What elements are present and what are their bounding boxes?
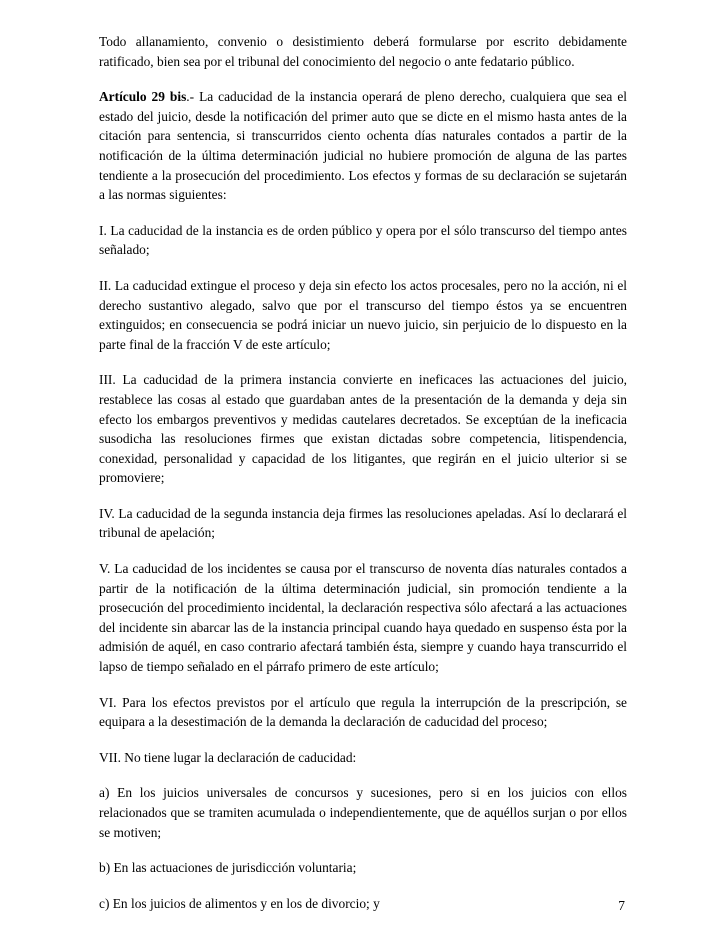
paragraph-text: VII. No tiene lugar la declaración de caducidad: (99, 749, 357, 765)
document-page (99, 32, 627, 929)
paragraph-item-b (99, 858, 627, 878)
page-number: 7 (618, 898, 625, 913)
paragraph-item-a (99, 783, 627, 842)
paragraph-text: III. La caducidad de la primera instancia convierte en ineficaces las actuaciones del juicio, restablece las cosas al estado que guardaban antes de la presentación de la demanda y deja sin efecto los embargos preventivos y medidas cautelares decretados. Se exceptúan de la ineficacia susodicha las resoluciones firmes que existan dictadas sobre competencia, litispendencia, conexidad, personalidad y capacidad de los litigantes, que regirán en el juicio ulterior si se promoviere; (99, 372, 627, 486)
paragraph-article-29-bis (99, 87, 627, 205)
paragraph-text: b) En las actuaciones de jurisdicción voluntaria; (99, 860, 357, 876)
paragraph-intro (99, 32, 627, 71)
paragraph-text: a) En los juicios universales de concursos y sucesiones, pero si en los juicios con ellos relacionados que se tramiten acumulada o independientemente, que de aquéllos surjan o por ellos se motiven; (99, 785, 627, 840)
paragraph-fraction-v (99, 559, 627, 677)
paragraph-text: .- La caducidad de la instancia operará de pleno derecho, cualquiera que sea el estado del juicio, desde la notificación del primer auto que se dicte en el mismo hasta antes de la citación para sentencia, si transcurridos ciento ochenta días naturales contados a partir de la notificación de la última determinación judicial no hubiere promoción de alguna de las partes tendiente a la prosecución del procedimiento. Los efectos y formas de su declaración se sujetarán a las normas siguientes: (99, 89, 627, 203)
paragraph-item-c (99, 894, 627, 914)
paragraph-text: I. La caducidad de la instancia es de orden público y opera por el sólo transcurso del tiempo antes señalado; (99, 222, 627, 258)
paragraph-text: c) En los juicios de alimentos y en los de divorcio; y (99, 895, 380, 911)
paragraph-text: V. La caducidad de los incidentes se causa por el transcurso de noventa días naturales contados a partir de la notificación de la última determinación judicial, sin promoción tendiente a la prosecución del procedimiento incidental, la declaración respectiva sólo afectará a las actuaciones del incidente sin abarcar las de la instancia principal cuando haya quedado en suspenso ésta por la admisión de aquél, en caso contrario afectará también ésta, siempre y cuando haya transcurrido el lapso de tiempo señalado en el párrafo primero de este artículo; (99, 561, 627, 675)
paragraph-fraction-i (99, 221, 627, 260)
paragraph-fraction-vii (99, 748, 627, 768)
paragraph-text: II. La caducidad extingue el proceso y deja sin efecto los actos procesales, pero no la acción, ni el derecho sustantivo alegado, salvo que por el transcurso del tiempo éstos ya se encuentren extinguidos; en consecuencia se podrá iniciar un nuevo juicio, sin perjuicio de lo dispuesto en la parte final de la fracción V de este artículo; (99, 277, 627, 352)
paragraph-fraction-iv (99, 504, 627, 543)
article-heading: Artículo 29 bis (99, 89, 187, 105)
paragraph-fraction-iii (99, 370, 627, 488)
paragraph-fraction-ii (99, 276, 627, 354)
paragraph-text: VI. Para los efectos previstos por el artículo que regula la interrupción de la prescripción, se equipara a la desestimación de la demanda la declaración de caducidad del proceso; (99, 694, 627, 730)
paragraph-text: Todo allanamiento, convenio o desistimiento deberá formularse por escrito debidamente ratificado, bien sea por el tribunal del conocimiento del negocio o ante fedatario público. (99, 34, 627, 69)
paragraph-text: IV. La caducidad de la segunda instancia deja firmes las resoluciones apeladas. Así lo declarará el tribunal de apelación; (99, 505, 627, 541)
paragraph-fraction-vi (99, 693, 627, 732)
